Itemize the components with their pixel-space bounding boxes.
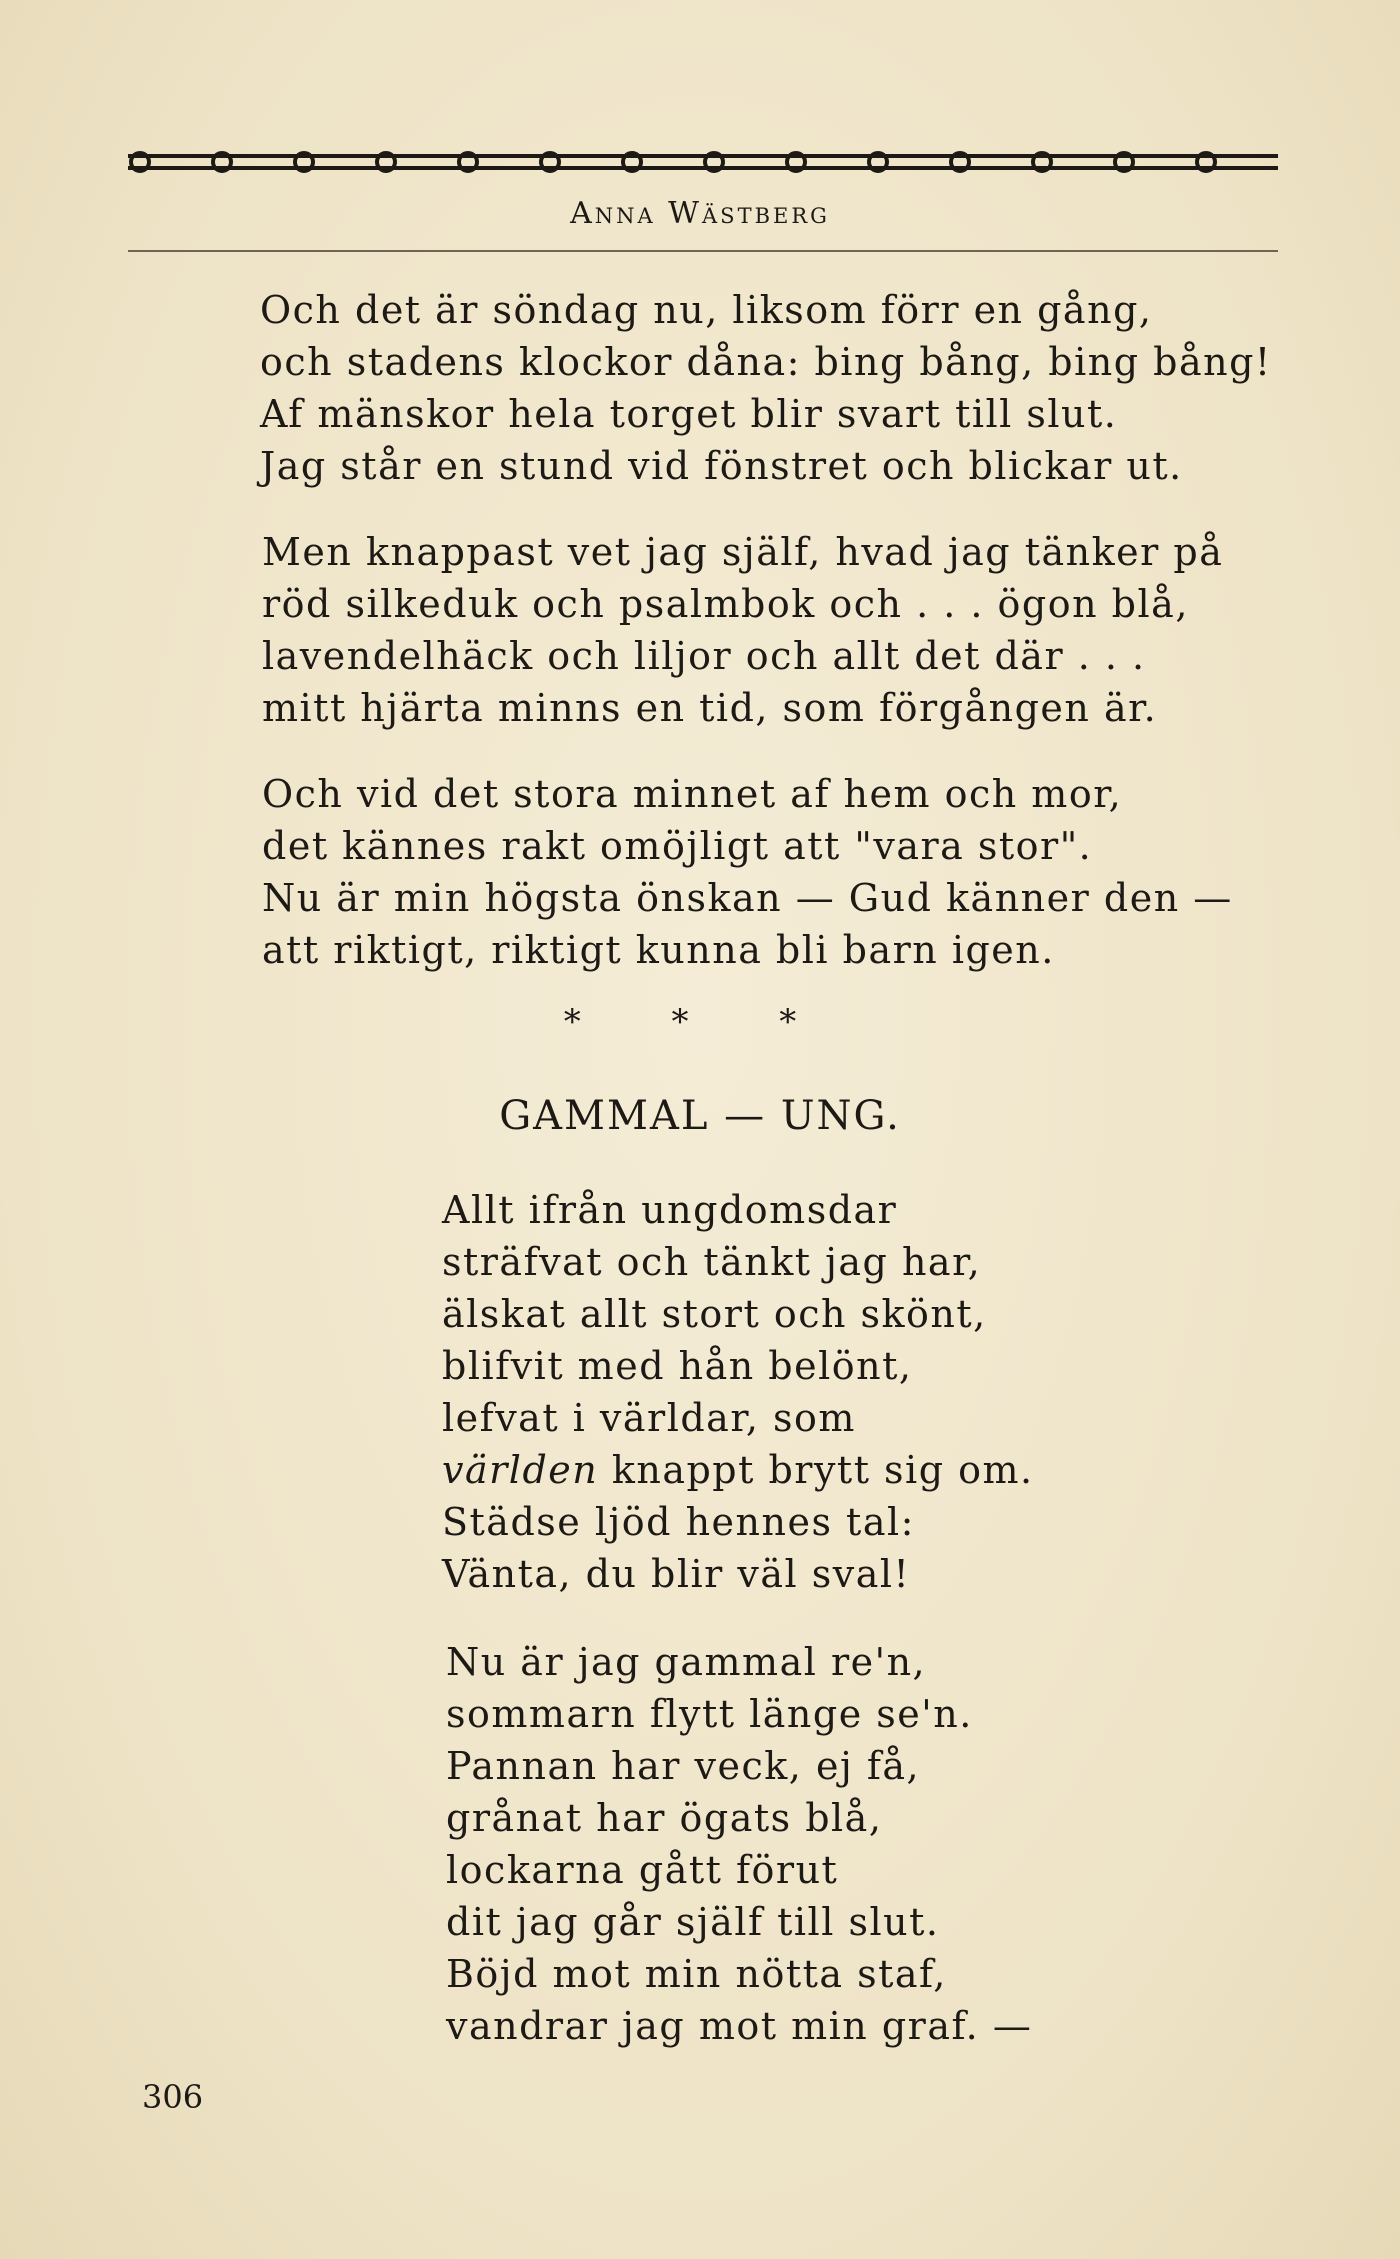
verse-line: Af mänskor hela torget blir svart till slut. xyxy=(260,392,1118,436)
verse-line: grånat har ögats blå, xyxy=(446,1796,883,1840)
header-rule xyxy=(128,250,1278,252)
verse-line: lefvat i världar, som xyxy=(442,1396,856,1440)
verse-line: blifvit med hån belönt, xyxy=(442,1344,913,1388)
verse-line: Nu är jag gammal re'n, xyxy=(446,1640,927,1684)
verse-line xyxy=(442,1444,1034,1496)
verse-line: Och det är söndag nu, liksom förr en gång, xyxy=(260,288,1153,332)
verse-line-rest: knappt brytt sig om. xyxy=(598,1448,1034,1492)
verse-line: vandrar jag mot min graf. — xyxy=(446,2004,1033,2048)
verse-line: Pannan har veck, ej få, xyxy=(446,1744,921,1788)
verse-line: det kännes rakt omöjligt att "vara stor". xyxy=(262,824,1093,868)
verse-line: Jag står en stund vid fönstret och blickar ut. xyxy=(260,444,1183,488)
verse-line: att riktigt, riktigt kunna bli barn igen. xyxy=(262,928,1055,972)
poem1-stanza-2 xyxy=(262,526,1223,734)
verse-line: sommarn flytt länge se'n. xyxy=(446,1692,973,1736)
verse-line: Städse ljöd hennes tal: xyxy=(442,1500,915,1544)
verse-line: älskat allt stort och skönt, xyxy=(442,1292,987,1336)
running-header: Anna Wästberg xyxy=(570,196,830,231)
poem1-stanza-1 xyxy=(260,284,1272,492)
verse-line: Men knappast vet jag själf, hvad jag tänker på xyxy=(262,530,1224,574)
verse-line: Och vid det stora minnet af hem och mor, xyxy=(262,772,1123,816)
verse-line: sträfvat och tänkt jag har, xyxy=(442,1240,982,1284)
verse-line: lavendelhäck och liljor och allt det där . . . xyxy=(262,634,1146,678)
verse-line: Nu är min högsta önskan — Gud känner den — xyxy=(262,876,1233,920)
verse-line: Allt ifrån ungdomsdar xyxy=(442,1188,898,1232)
poem-title: GAMMAL — UNG. xyxy=(499,1093,901,1139)
verse-line: lockarna gått förut xyxy=(446,1848,839,1892)
verse-line: Böjd mot min nötta staf, xyxy=(446,1952,947,1996)
verse-line: röd silkeduk och psalmbok och . . . ögon blå, xyxy=(262,582,1189,626)
poem2-stanza-1 xyxy=(442,1184,1034,1600)
section-separator: * * * xyxy=(563,1002,837,1042)
verse-line: Vänta, du blir väl sval! xyxy=(442,1552,911,1596)
italic-word: världen xyxy=(442,1448,599,1492)
verse-line: och stadens klockor dåna: bing bång, bing bång! xyxy=(260,340,1272,384)
verse-line: mitt hjärta minns en tid, som förgången är. xyxy=(262,686,1158,730)
page-number: 306 xyxy=(142,2078,204,2116)
verse-line: dit jag går själf till slut. xyxy=(446,1900,940,1944)
poem2-stanza-2 xyxy=(446,1636,1032,2052)
poem1-stanza-3 xyxy=(262,768,1233,976)
chain-ornament xyxy=(128,148,1278,176)
